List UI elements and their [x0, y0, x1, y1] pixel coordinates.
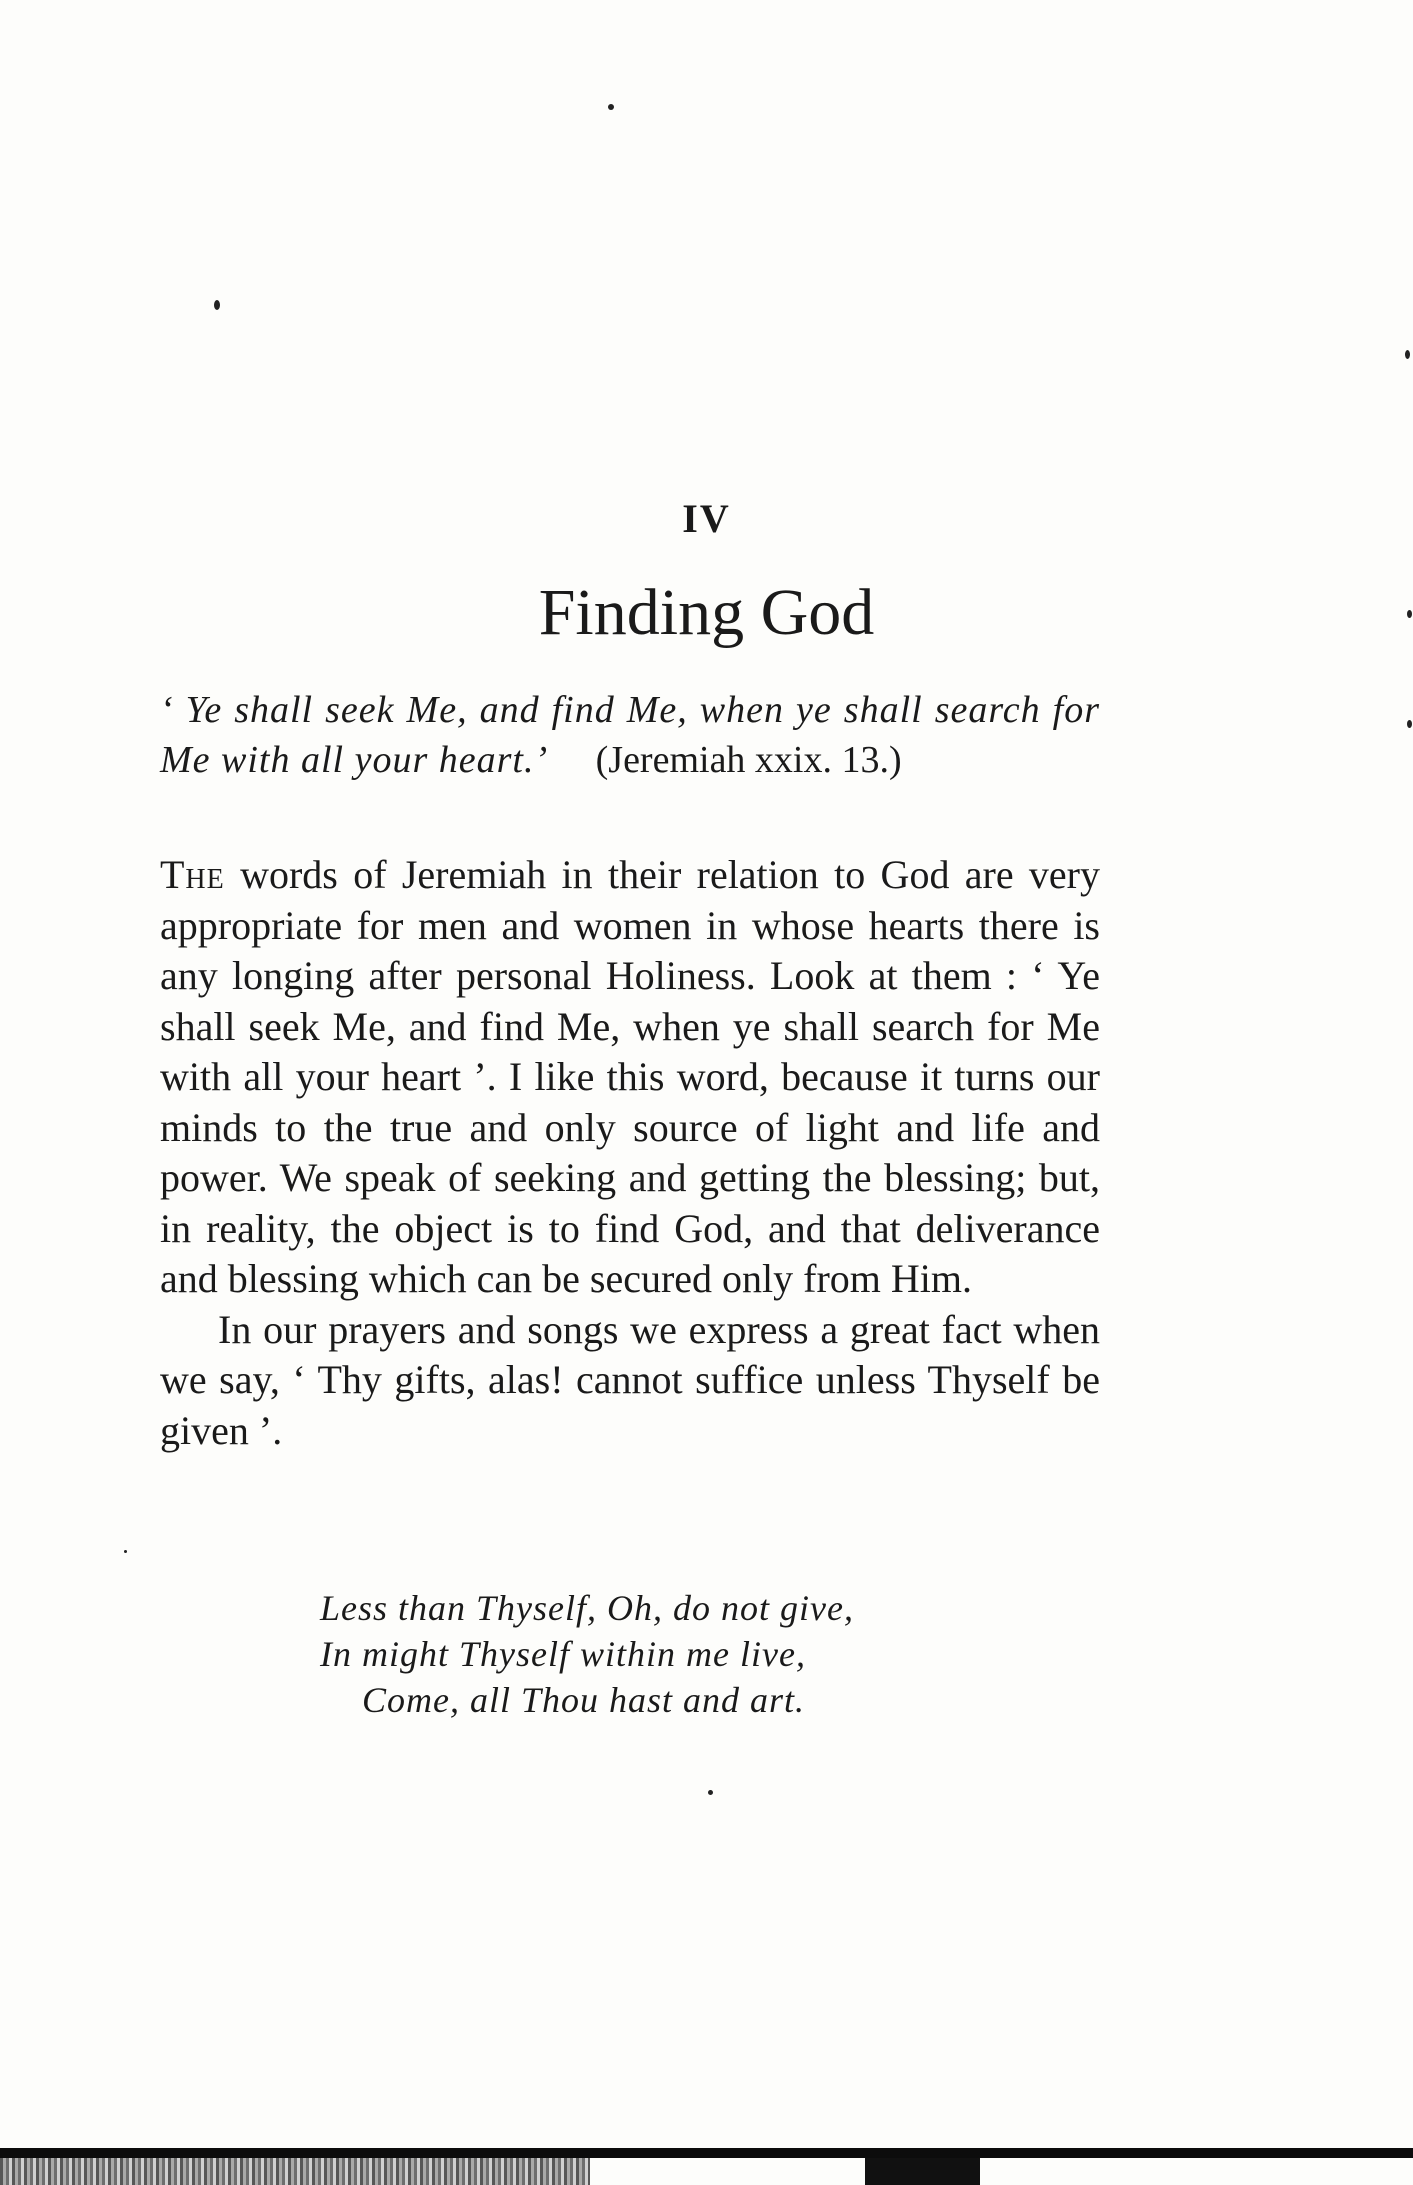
chapter-number: IV: [682, 496, 731, 541]
verse-line-3: Come, all Thou hast and art.: [362, 1680, 806, 1720]
epigraph: [160, 685, 1100, 785]
scan-speck: [124, 1550, 127, 1553]
epigraph-citation: (Jeremiah xxix. 13.): [595, 739, 902, 781]
paragraph-1: [160, 850, 1100, 1305]
lead-word: The: [160, 852, 225, 897]
chapter-title: Finding God: [538, 576, 875, 649]
scan-speck: [1405, 350, 1410, 359]
paragraph-2: In our prayers and songs we express a great fact when we say, ‘ Thy gifts, alas! cannot suffice unless Thyself be given ’.: [160, 1306, 1100, 1453]
body-text: [160, 850, 1100, 1456]
bottom-edge-rule: [0, 2148, 1413, 2158]
verse-line-2: In might Thyself within me live,: [320, 1634, 806, 1674]
scan-speck: [214, 300, 220, 310]
bottom-scan-strip: [0, 2158, 590, 2185]
verse-line-1: Less than Thyself, Oh, do not give,: [320, 1588, 854, 1628]
scan-speck: [1407, 610, 1412, 618]
scan-speck: [1407, 720, 1412, 728]
verse: [320, 1585, 1020, 1723]
scan-speck: [708, 1790, 713, 1795]
bottom-scan-block: [865, 2158, 980, 2185]
paragraph-1-text: words of Jeremiah in their relation to God are very appropriate for men and women in whose hearts there is any longing after personal Holiness. Look at them : ‘ Ye shall seek Me, and find Me, when ye shall search for Me with all your heart ’. I like this word, because it turns our minds to the true and only source of light and life and power. We speak of seeking and getting the blessing; but, in reality, the object is to find God, and that deliverance and blessing which can be secured only from Him.: [160, 852, 1100, 1301]
scan-speck: [608, 104, 614, 110]
epigraph-quote: ‘ Ye shall seek Me, and find Me, when ye shall search for Me with all your heart.’: [160, 689, 1100, 781]
